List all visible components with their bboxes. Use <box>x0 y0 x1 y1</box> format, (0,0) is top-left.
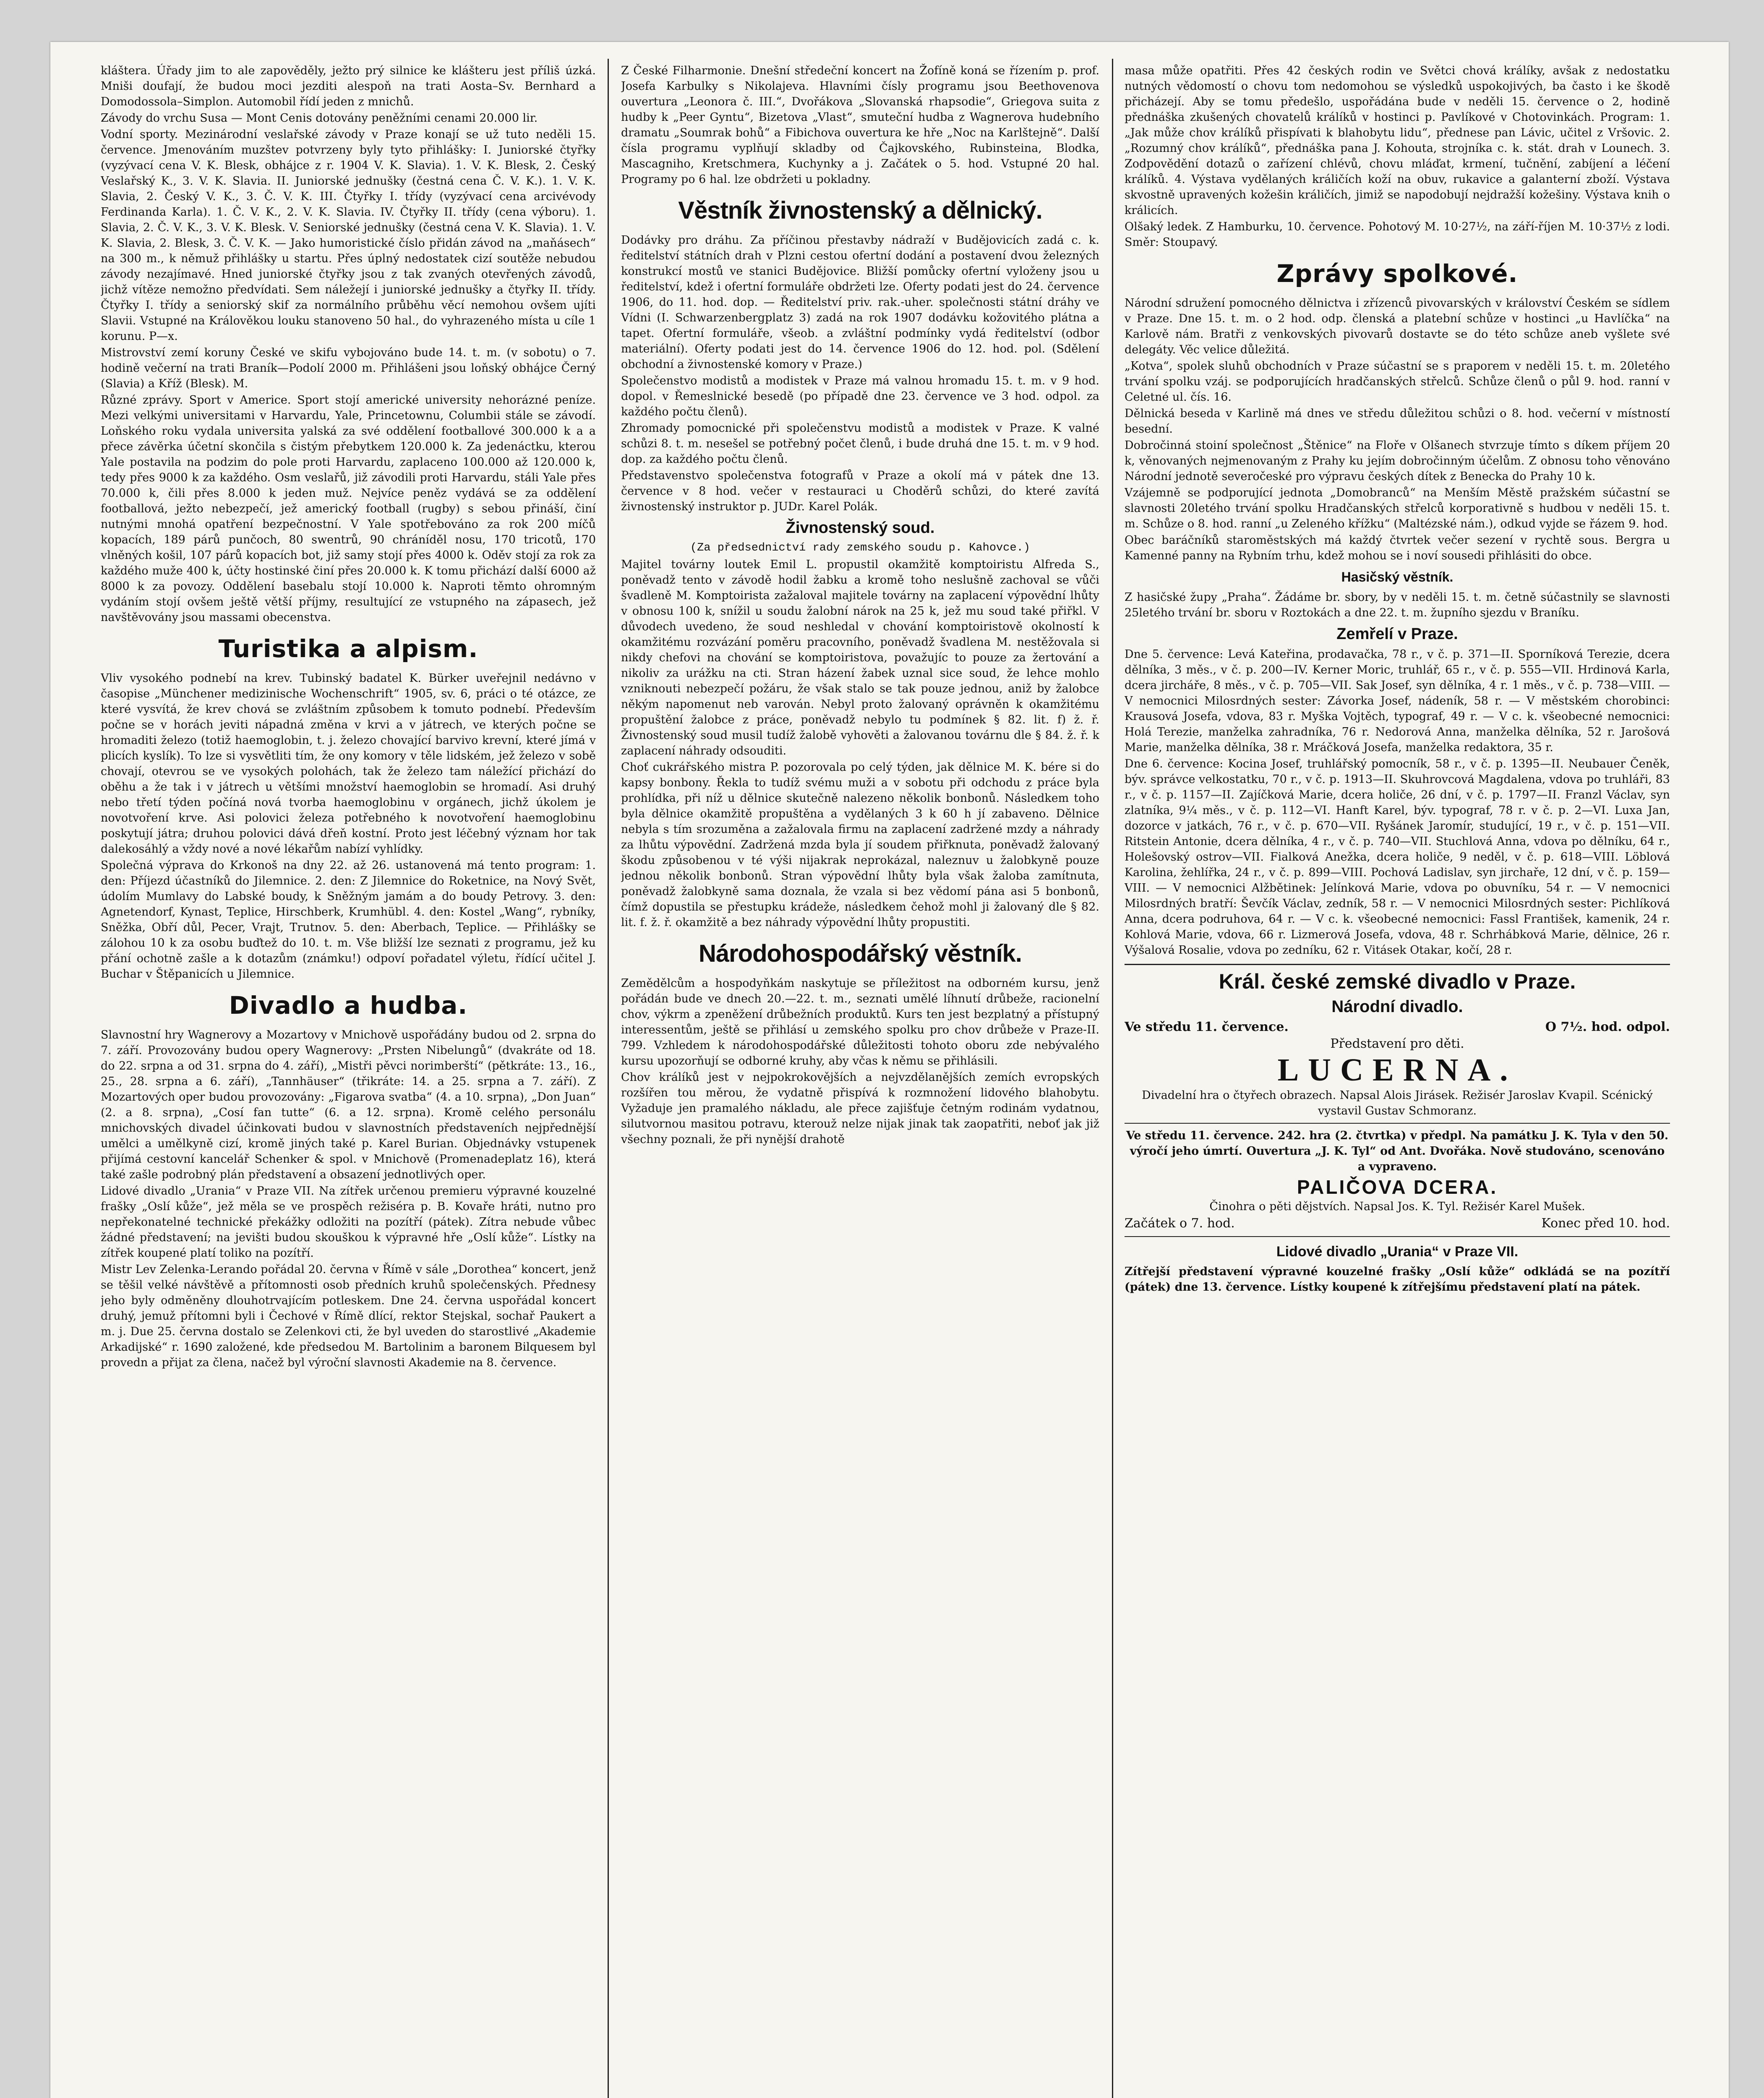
section-heading-narodohospodarsky: Národohospodářský věstník. <box>698 940 1022 967</box>
end-time: Konec před 10. hod. <box>1541 1216 1670 1231</box>
section-heading-turistika: Turistika a alpism. <box>218 634 478 663</box>
paragraph: Dobročinná stoiní společnost „Štěnice“ na Floře v Olšanech stvrzuje tímto s díkem příjem 20 k, věnovaných nejmenovaným z Prahy ku jejím dobročinným účelům. Z obnosu toho věnováno Národní jednotě severočeské pro výpravu českých dítek z Benecka do Prahy 10 k. <box>1125 439 1670 483</box>
section-heading-zemreli: Zemřelí v Praze. <box>1336 625 1458 643</box>
paragraph: Závody do vrchu Susa — Mont Cenis dotovány peněžními cenami 20.000 lir. <box>101 112 538 125</box>
column-2 <box>621 63 1099 2098</box>
paragraph: Dělnická beseda v Karlině má dnes ve středu důležitou schůzi o 8. hod. večerní v místností besední. <box>1125 407 1670 436</box>
column-rule-left <box>608 59 609 2098</box>
theatre-venue: Národní divadlo. <box>1331 997 1463 1016</box>
theatre-heading: Král. české zemské divadlo v Praze. <box>1219 970 1576 993</box>
paragraph: Zhromady pomocnické při společenstvu modistů a modistek v Praze. K valné schůzi 8. t. m. nesešel se potřebný počet členů, i bude druhá dne 15. t. m. v 9 hod. dop. za každého počtu členů. <box>621 422 1099 466</box>
theatre-date: Ve středu 11. července. <box>1125 1020 1289 1034</box>
theatre-time: O 7½. hod. odpol. <box>1545 1020 1670 1034</box>
newspaper-page <box>50 42 1729 2098</box>
theatre-time-row <box>1125 1215 1670 1232</box>
paragraph: Dne 5. července: Levá Kateřina, prodavačka, 78 r., v č. p. 371—II. Sporníková Terezie, dcera dělníka, 3 měs., v č. p. 200—IV. Kerner Moric, truhlář, 65 r., v č. p. 555—VII. Hrdinová Karla, dcera jircháře, 8 měs., v č. p. 705—VII. Sak Josef, syn dělníka, 4 r. 1 měs., v č. p. 738—VIII. — V nemocnici Milosrdných sester: Závorka Josef, nádeník, 58 r. — V městském chorobinci: Krausová Josefa, vdova, 83 r. Myška Vojtěch, typograf, 49 r. — V c. k. všeobecné nemocnici: Holá Terezie, manželka zahradníka, 76 r. Nedorová Anna, manželka dělníka, 52 r. Jarošová Marie, manželka dělníka, 38 r. Mráčková Josefa, manželka redaktora, 35 r. <box>1125 648 1670 754</box>
paragraph: Dodávky pro dráhu. Za příčinou přestavby nádraží v Budějovicích zadá c. k. ředitelství státních drah v Plzni cestou ofertní dodání a postavení dvou železných konstrukcí mostů ve stanici Budějovice. Bližší pomůcky ofertní vyloženy jsou u ředitelství, kdež i ofertní formuláře obdržeti lze. Oferty podati jest do 24. července 1906, do 11. hod. dop. — Ředitelství priv. rak.-uher. společnosti státní dráhy ve Vídni (I. Schwarzenbergplatz 3) zadá na rok 1907 dodávku kožovitého plátna a tapet. Ofertní formuláře, všeob. a zvláštní podmínky vydá ředitelství (odbor materiální). Oferty podati jest do 14. července 1906 do 12. hod. pol. (Sdělení obchodní a živnostenské komory v Praze.) <box>621 234 1099 371</box>
divider <box>1125 1123 1670 1124</box>
play-title-lucerna: LUCERNA. <box>1277 1052 1517 1088</box>
paragraph: „Kotva“, spolek sluhů obchodních v Praze súčastní se s praporem v neděli 15. t. m. 20letého trvání spolku vzáj. se podporujících hradčanských střelců. Schůze členů o půl 9. hod. ranní v Celetné ul. čís. 16. <box>1125 360 1670 404</box>
paragraph: masa může opatřiti. Přes 42 českých rodin ve Světci chová králíky, avšak z nedostatku nutných vědomostí o chovu tom nedomohou se výsledků uspokojivých, ba často i ke škodě přicházejí. Aby se tomu předešlo, uspořádána bude v neděli 15. července o 2, hodině přednáška zkušených chovatelů králíků v hostinci p. Pavlíkové v Chotovinkách. Program: 1. „Jak může chov králíků přispívati k blahobytu lidu“, přednese pan Lávic, učitel z Vršovic. 2. „Rozumný chov králíků“, přednáška pana J. Kohouta, strojníka c. k. stát. drah v Lounech. 3. Zodpovědění dotazů o zařízení chlévů, chovu mláďat, krmení, tučnění, zabíjení a léčení králíků. 4. Výstava vydělaných králičích koží na obuv, rukavice a galanterní zboží. Výstava skvostně upravených kožešin králičích, jimiž se napodobují nejdražší kožešiny. Výstava knih o králicích. <box>1125 64 1670 217</box>
section-heading-hasicsky: Hasičský věstník. <box>1341 569 1453 585</box>
section-heading-vestnik: Věstník živnostenský a dělnický. <box>678 197 1042 224</box>
play-credits: Činohra o pěti dějstvích. Napsal Jos. K. Tyl. Režisér Karel Mušek. <box>1209 1200 1585 1213</box>
paragraph: Různé zprávy. Sport v Americe. Sport stojí americké university nehorázné peníze. Mezi velkými universitami v Harvardu, Yale, Princetownu, Columbii stále se závodí. Loňského roku vydala universita yalská za své oddělení footballové 300.000 k a a přece závěrka účetní skončila s čistým přebytkem 120.000 k. Za jedenáctku, kterou Yale postavila na podzim do pole proti Harvardu, zaplaceno 100.000 až 120.000 k, tedy přes 9000 k za každého. Osm veslařů, již závodili proti Harvardu, stáli Yale přes 70.000 k, čili přes 8.000 k jeden muž. Nejvíce peněz vydává se za oddělení footballová, ježto nebezpečí, jež americký football (rugby) s sebou přináší, činí nutnými mnohá opatření bezpečnostní. V Yale spotřebováno za rok 200 míčů kopacích, 189 párů punčoch, 80 swentrů, 90 chráníděl nosu, 170 tricotů, 170 vlněných košil, 107 párů kopacích bot, již samy stojí přes 4000 k. Oděv stojí za rok za každého muže 400 k, účty hostinské činí přes 20.000 k. K tomu přichází další 6000 až 8000 k za povozy. Oddělení basebalu stojí 10.000 k. Naproti těmto ohromným vydáním stojí ovšem ještě větší příjmy, resultující ze vstupného na zápasech, jež navštěvovány jsou massami obecenstva. <box>101 394 596 624</box>
paragraph: Národní sdružení pomocného dělnictva i zřízenců pivovarských v království Českém se sídlem v Praze. Dne 15. t. m. o 2 hod. odp. členská a platební schůze v hostinci „u Havlíčka“ na Karlově nám. Bratři z venkovských pivovarů dostavte se do této schůze aneb vyšlete své delegáty. Věc velice důležitá. <box>1125 297 1670 356</box>
section-heading-divadlo: Divadlo a hudba. <box>229 991 468 1020</box>
play-credits: Divadelní hra o čtyřech obrazech. Napsal Alois Jirásek. Režisér Jaroslav Kvapil. Scénický vystavil Gustav Schmoranz. <box>1142 1089 1653 1117</box>
paragraph: Vodní sporty. Mezinárodní veslařské závody v Praze konají se už tuto neděli 15. července. Jmenováním muzštev potvrzeny byly tyto přihlášky: I. Juniorské čtyřky (vyzývací cena V. K. Blesk, obhájce z r. 1904 V. K. Slavia). 1. V. K. Blesk, 2. Český Veslařský K., 3. V. K. Slavia. II. Juniorské jednušky (čestná cena Č. V. K.). 1. V. K. Slavia, 2. Český V. K., 3. Č. V. K. III. Čtyřky I. třídy (vyzývací cena arcivévody Ferdinanda Karla). 1. Č. V. K., 2. V. K. Slavia. IV. Čtyřky II. třídy (cena výboru). 1. Slavia, 2. Č. V. K., 3. V. K. Blesk. V. Seniorské jednušky (čestná cena V. K. Slavia). 1. V. K. Slavia, 2. Blesk, 3. Č. V. K. — Jako humoristické číslo přidán závod na „maňásech“ na 300 m., k němuž přihlášky u startu. Přes úplný nedostatek cizí soutěže nebudou závody nezajímavé. Hned juniorské čtyřky jsou z tak zvaných otevřených závodů, jichž vítěze nemožno předvídati. Sem náležejí i juniorské jednušky a čtyřky II. třídy. Čtyřky I. třídy a seniorský skif za normálního průběhu věcí nemohou ovšem ujíti Slavii. Vstupné na Králověkou louku stanoveno 50 hal., do vyhrazeného místa u cíle 1 korunu. P—x. <box>101 128 596 343</box>
paragraph: Vliv vysokého podnebí na krev. Tubinský badatel K. Bürker uveřejnil nedávno v časopise „Münchener medizinische Wochenschrift“ 1905, sv. 6, práci o té otázce, ze které vysvítá, že krev chová se zvláštním způsobem k tomuto podnebí. Především počne se v horách jeviti nápadná změna v krvi a v játrech, ve kterých počne se hromaditi železo (totiž haemoglobin, t. j. železo chovající barvivo krevní, které jímá v plicích kyslík). To lze si vysvětliti tím, že ony komory v těle lidském, jež železo v sobě chovají, otevrou se ve vysokých polohách, tak že železo tam náležící přichází do oběhu a že tak i v játrech u většími množství haemoglobin se hromadí. Asi druhý nebo třetí týden počíná nová tvorba haemoglobinu v orgánech, jichž úkolem je novotvoření krve. Asi polovici železa potřebného k novotvoření haemoglobinu poskytují játra; druhou polovici dává dřeň kostní. Proto jest léčebný význam hor tak dalekosáhlý a vždy nové a nové lékařům nabízí vyhlídky. <box>101 672 596 856</box>
theatre-date-row <box>1125 1019 1670 1036</box>
court-subtitle: (Za předsednictví rady zemského soudu p. Kahovce.) <box>690 542 1031 554</box>
paragraph: Z České Filharmonie. Dnešní středeční koncert na Žofíně koná se řízením p. prof. Josefa Karbulky s Nikolajeva. Hlavními čísly programu jsou Beethovenova ouvertura „Leonora č. III.“, Dvořákova „Slovanská rhapsodie“, Griegova suita z hudby k „Peer Gyntu“, Bizetova „Vlast“, smuteční hudba z Wagnerova hudebního dramatu „Soumrak bohů“ a Fibichova ouvertura ke hře „Noc na Karlštejně“. Další čísla programu vyplňují skladby od Čajkovského, Rubinsteina, Blodka, Mascagniho, Kretschmera, Kuchynky a j. Začátek o 5. hod. Vstupné 20 hal. Programy po 6 hal. lze obdržeti u pokladny. <box>621 64 1099 186</box>
column-1 <box>101 63 596 2098</box>
section-heading-soud: Živnostenský soud. <box>785 519 935 537</box>
paragraph: Společenstvo modistů a modistek v Praze má valnou hromadu 15. t. m. v 9 hod. dopol. v Řemeslnické besedě (po případě dne 23. července ve 3 hod. odpol. za každého počtu členů). <box>621 374 1099 418</box>
paragraph: Společná výprava do Krkonoš na dny 22. až 26. ustanovená má tento program: 1. den: Příjezd účastníků do Jilemnice. 2. den: Z Jilemnice do Roketnice, na Nový Svět, údolím Mumlavy do Labské boudy, k Sněžným jamám a do boudy Petrovy. 3. den: Agnetendorf, Kynast, Teplice, Hirschberk, Krumhübl. 4. den: Kostel „Wang“, rybníky, Sněžka, Obří důl, Pecer, Vrajt, Trutnov. 5. den: Aberbach, Teplice. — Přihlášky se zálohou 10 k za osobu buďtež do 10. t. m. Vše bližší lze seznati z programu, jež ku přání ochotně zašle a k dotazům (známku!) odpoví pořadatel výletu, řídící učitel J. Buchar v Štěpanicích u Jilemnice. <box>101 859 596 981</box>
paragraph: Zemědělcům a hospodyňkám naskytuje se příležitost na odborném kursu, jenž pořádán bude ve dnech 20.—22. t. m., seznati umělé líhnutí drůbeže, racionelní chov, výkrm a zpeněžení drůbežních produktů. Kurs ten jest bezplatný a přístupný interessentům, ještě se přihlásí u zemského spolku pro chov drůbeže v Praze-II. 799. Vzhledem k národohospodářské důležitosti tohoto oboru zde nebývalého kursu upozorňují se odborné kruhy, aby včas k němu se přihlásili. <box>621 977 1099 1067</box>
paragraph: Choť cukrářského mistra P. pozorovala po celý týden, jak dělnice M. K. bére si do kapsy bonbony. Řekla to tudíž svému muži a v sobotu při odchodu z práce byla prohlídka, při níž u dělnice skutečně nalezeno několik bonbonů. Následkem toho byla dělnice okamžitě propuštěna a vydělaných 3 k 60 h jí zabaveno. Dělnice nebyla s tím srozuměna a zažalovala firmu na zaplacení zadržené mzdy a náhrady za lhůtu výpovědní. Zadržená mzda byla jí soudem přiřknuta, poněvadž žalovaný škodu způsobenou v té výši nijakrak neprokázal, naleznuv u žalobkyně pouze jednou několik bonbonů. Stran výpovědní lhůty byla však žaloba zamítnuta, poněvadž žalobkyně sama doznala, že vzala si bez vědomí pána asi 5 bonbonů, čímž dopustila se přestupku krádeže, následkem čehož mohl ji žalovaný dle § 82. lit. f. ž. ř. okamžitě a bez náhrady výpovědní lhůty propustiti. <box>621 761 1099 929</box>
paragraph: Mistr Lev Zelenka-Lerando pořádal 20. června v Římě v sále „Dorothea“ koncert, jenž se těšil velké návštěvě a přítomnosti osob předních kruhů společenských. Přednesy jeho byly odměněny dlouhotrvajícím potleskem. Dne 24. června uspořádal koncert druhý, jemuž přítomni byli i Čechové v Římě dlící, rektor Stejskal, sochař Paukert a m. j. Due 25. června dostalo se Zelenkovi cti, že byl uveden do starostlivé „Akademie Arkadijské“ r. 1690 založené, kde předsedou M. Bartolinim a baronem Bilquesem byl provedn a přijat za člena, načež byl výroční slavnosti Akademie na 8. července. <box>101 1263 596 1369</box>
evening-note: Ve středu 11. července. 242. hra (2. čtvrtka) v předpl. Na památku J. K. Tyla v den 50. výročí jeho úmrtí. Ouvertura „J. K. Tyl“ od Ant. Dvořáka. Nově studováno, scenováno a vypraveno. <box>1126 1129 1669 1173</box>
paragraph: Slavnostní hry Wagnerovy a Mozartovy v Mnichově uspořádány budou od 2. srpna do 7. září. Provozovány budou opery Wagnerovy: „Prsten Nibelungů“ (dvakráte od 18. do 22. srpna a od 31. srpna do 4. září), „Mistři pěvci norimberští“ (pětkráte: 13., 16., 25., 28. srpna a 6. září), „Tannhäuser“ (třikráte: 14. a 25. srpna a 7. září). Z Mozartových oper budou provozovány: „Figarova svatba“ (4. a 10. srpna), „Don Juan“ (2. a 8. srpna), „Cosí fan tutte“ (6. a 12. srpna). Kromě celého personálu mnichovských divadel účinkovati budou v slavnostních představeních nejpřednější umělci a umělkyně cizí, kromě jiných také p. Karel Burian. Objednávky vstupenek přijímá cestovní kancelář Schenker & spol. v Mnichově (Promenadeplatz 16), která také zašle podrobný plán představení a obsazení jednotlivých oper. <box>101 1028 596 1181</box>
play-title-palicova-dcera: PALIČOVA DCERA. <box>1297 1176 1498 1198</box>
section-heading-spolkove: Zprávy spolkové. <box>1276 259 1518 288</box>
column-3 <box>1125 63 1670 2098</box>
start-time: Začátek o 7. hod. <box>1125 1216 1235 1231</box>
paragraph: Dne 6. července: Kocina Josef, truhlářský pomocník, 58 r., v č. p. 1395—II. Neubauer Čeněk, býv. správce velkostatku, 70 r., v č. p. 1913—II. Skuhrovcová Magdalena, vdova po truhláři, 83 r., v č. p. 1157—II. Zajíčková Marie, dcera holiče, 26 dní, v č. p. 1797—II. Franzl Václav, syn zlatníka, 9¼ měs., v č. p. 112—VI. Hanft Karel, býv. typograf, 78 r. v č. p. 2—VI. Luxa Jan, dozorce v jatkách, 76 r., v č. p. 670—VII. Ryšánek Jaromír, studující, 19 r., v č. p. 151—VII. Ritstein Antonie, dcera dělníka, 4 r., v č. p. 740—VII. Stuchlová Anna, vdova po dělníku, 64 r., Holešovský ostrov—VII. Fialková Anežka, dcera holiče, 9 neděl, v č. p. 618—VIII. Löblová Karolina, žehlířka, 24 r., v č. p. 899—VIII. Pochová Ladislav, syn jirchaře, 12 dní, v č. p. 159—VIII. — V nemocnici Alžbětinek: Jelínková Marie, vdova po obuvníku, 54 r. — V nemocnici Milosrdných bratří: Ševčík Václav, zedník, 58 r. — V nemocnici Milosrdných sester: Pichlíková Anna, dcera podruhova, 64 r. — V c. k. všeobecné nemocnici: Fassl František, kamenik, 24 r. Kohlová Marie, vdova, 66 r. Lizmerová Josefa, vdova, 48 r. Schrhábková Marie, dělnice, 26 r. Výšalová Rosalie, vdova po zedníku, 62 r. Vitásek Otakar, kočí, 28 r. <box>1125 757 1670 957</box>
paragraph: Mistrovství zemí koruny České ve skifu vybojováno bude 14. t. m. (v sobotu) o 7. hodině večerní na trati Braník—Podolí 2000 m. Přihlášeni jsou loňský obhájce Černý (Slavia) a Kříž (Blesk). M. <box>101 346 596 390</box>
theatre-program <box>1125 964 1670 1295</box>
paragraph: Obec baráčníků staroměstských má každý čtvrtek večer sezení v rychtě sous. Bergra u Kamenné panny na Rybním trhu, kdež mohou se i noví sousedi přihlásiti do obce. <box>1125 534 1670 562</box>
column-rule-right <box>1112 59 1113 2098</box>
paragraph: Majitel továrny loutek Emil L. propustil okamžitě komptoiristu Alfreda S., poněvadž tento v závodě hodil žabku a kromě toho neslušně zachoval se vůči švadleně M. Komptoirista zažaloval majitele továrny na zaplacení výpovědní lhůty v obnosu 100 k, snížil u soudu žalobní nárok na 25 k, jež mu soud také přiřkl. V důvodech uvedeno, že soud neshledal v chování komptoiristově okolností k okamžitému rozvázání poměru pracovního, poněvadž švadlena M. nestěžovala si nikdy chefovi na chování se komptoiristova, považujíc to pouze za žertování a nikoliv za urážku na cti. Stran házení žabek uznal sice soud, že lehce mohlo vzniknouti nebezpečí požáru, že však stalo se tak pouze jednou, aniž by žalobce někým napomenut neb varován. Nebyl proto žalovaný oprávněn k okamžitému propuštění žalobce z práce, poněvadž nebylo tu podmínek § 82. lit. f) ž. ř. Živnostenský soud musil tudíž žalobě vyhověti a žalovanou továrnu dle § 84. ž. ř. k zaplacení náhrady odsouditi. <box>621 558 1099 757</box>
paragraph: Z hasičské župy „Praha“. Žádáme br. sbory, by v neděli 15. t. m. četně súčastnily se slavnosti 25letého trvání br. sboru v Roztokách a dne 22. t. m. župního sjezdu v Braníku. <box>1125 591 1670 619</box>
paragraph: Olšaký ledek. Z Hamburku, 10. července. Pohotový M. 10·27½, na září-říjen M. 10·37½ z lodi. Směr: Stoupavý. <box>1125 220 1670 249</box>
divider <box>1125 1236 1670 1237</box>
urania-heading: Lidové divadlo „Urania“ v Praze VII. <box>1276 1244 1519 1260</box>
paragraph: Chov králíků jest v nejpokrokovějších a nejvzdělanějších zemích evropských rozšířen tou měrou, že vydatně přispívá k rozmnožení lidového blahobytu. Vyžaduje jen pramalého nákladu, ale přece zajišťuje četným rodinám vydatnou, silutvornou masitou potravu, kterouž nelze nijak jinak tak zaopatřiti, neboť jak již všechny poznali, že při nynější drahotě <box>621 1071 1099 1146</box>
paragraph: Představenstvo společenstva fotografů v Praze a okolí má v pátek dne 13. července v 8 hod. večer v restauraci u Choděrů schůzi, do které zavítá živnostenský instruktor p. JUDr. Karel Polák. <box>621 469 1099 513</box>
paragraph: Vzájemně se podporující jednota „Domobranců“ na Menším Městě pražském súčastní se slavnosti 20letého trvání spolku Hradčanských střelců korporativně s hudbou v neděli 15. t. m. Schůze o 8. hod. ranní „u Zeleného křížku“ (Maltézské nám.), odkud vyjde se řázem 9. hod. <box>1125 486 1670 530</box>
paragraph: kláštera. Úřady jim to ale zapověděly, ježto prý silnice ke klášteru jest příliš úzká. Mniši doufají, že budou moci jezditi alespoň na trati Aosta–Sv. Bernhard a Domodossola–Simplon. Automobil řídí jeden z mnichů. <box>101 64 596 108</box>
theatre-perf-note: Představení pro děti. <box>1330 1036 1464 1051</box>
urania-text: Zítřejší představení výpravné kouzelné frašky „Oslí kůže“ odkládá se na pozítří (pátek) dne 13. července. Lístky koupené k zítřejšímu představení platí na pátek. <box>1125 1265 1670 1294</box>
paragraph: Lidové divadlo „Urania“ v Praze VII. Na zítřek určenou premieru výpravné kouzelné frašky „Oslí kůže“, jež měla se ve prospěch režiséra p. B. Kovaře hráti, nutno pro nepřekonatelné technické překážky odložiti na pozítří (pátek). Zítra nebude vůbec žádné představení; na jevišti budou skouškou k výpravné hře „Oslí kůže“. Lístky na zítřek koupené platí toliko na pozítří. <box>101 1185 596 1260</box>
